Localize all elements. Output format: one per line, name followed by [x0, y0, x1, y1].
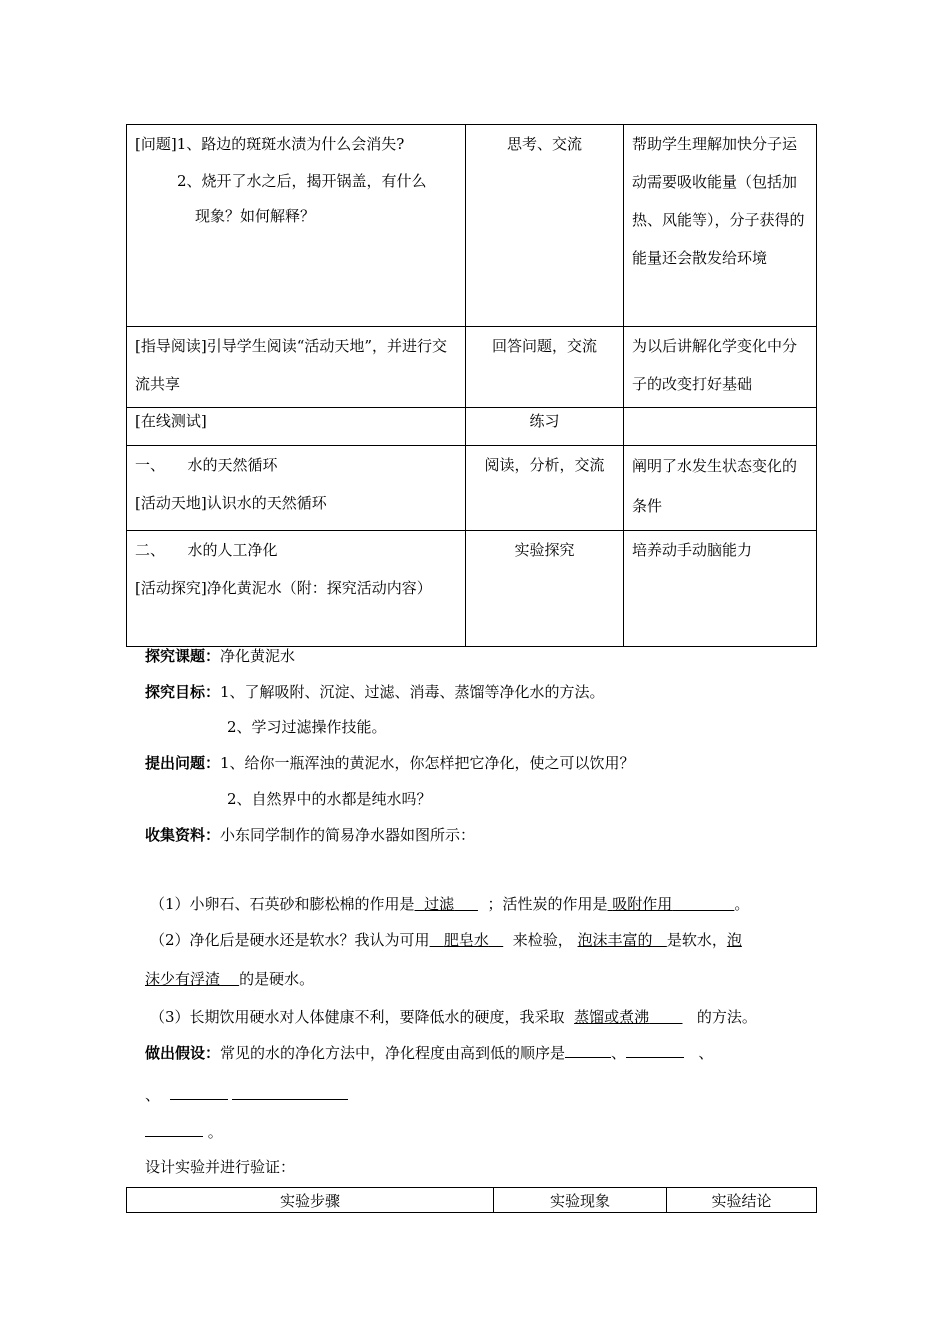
header-phenomena: 实验现象: [494, 1188, 667, 1213]
answer-distill-boil: 蒸馏或煮沸: [574, 1008, 650, 1026]
header-steps: 实验步骤: [127, 1188, 494, 1213]
inquiry-topic: [145, 646, 295, 666]
inquiry-goal: [145, 682, 605, 702]
blank-4[interactable]: [232, 1085, 348, 1100]
p2-text-a: （2）净化后是硬水还是软水？我认为可用: [150, 931, 430, 949]
answer-filter: 过滤: [424, 895, 455, 913]
question-1: 1、给你一瓶浑浊的黄泥水，你怎样把它净化，使之可以饮用？: [220, 754, 635, 772]
question-line-1: [问题]1、路边的斑斑水渍为什么会消失?: [135, 135, 405, 153]
separator: 、: [611, 1044, 627, 1062]
p3-text-b: 的方法。: [696, 1008, 757, 1026]
answer-rich-foam: 泡沫丰富的: [577, 931, 653, 949]
goal-label: 探究目标：: [145, 683, 221, 701]
table-header-row: [127, 1188, 817, 1213]
hypothesis-text: 常见的水的净化方法中，净化程度由高到低的顺序是: [220, 1044, 566, 1062]
p1-text-b: ；活性炭的作用是: [487, 895, 608, 913]
p2-text-b: 来检验，: [512, 931, 573, 949]
p1-end: 。: [734, 895, 750, 913]
table-cell: [127, 125, 466, 327]
hypothesis-label: 做出假设：: [145, 1044, 221, 1062]
table-cell: [在线测试]: [127, 408, 466, 446]
inquiry-collect: [145, 825, 475, 845]
separator: 、: [698, 1044, 714, 1062]
lesson-table: [126, 124, 817, 647]
purpose-cell: 阐明了水发生状态变化的条件: [624, 446, 817, 531]
section-two-title: 二、 水的人工净化: [135, 541, 278, 559]
blank-5[interactable]: [145, 1122, 203, 1137]
question-2: 2、自然界中的水都是纯水吗？: [227, 790, 432, 808]
question-label: 提出问题：: [145, 754, 221, 772]
goal-1: 1、了解吸附、沉淀、过滤、消毒、蒸馏等净化水的方法。: [220, 683, 605, 701]
blank-3[interactable]: [170, 1085, 228, 1100]
paragraph-1: [150, 894, 749, 914]
table-row: [127, 125, 817, 327]
goal-2: 2、学习过滤操作技能。: [227, 718, 387, 736]
experiment-table: [126, 1187, 817, 1213]
blank-1[interactable]: [565, 1043, 611, 1058]
inquiry-question: [145, 753, 635, 773]
table-row: [127, 327, 817, 408]
paragraph-2-cont: [145, 969, 314, 989]
hypothesis-cont: [145, 1085, 348, 1105]
hypothesis: [145, 1043, 713, 1063]
hypothesis-end: [145, 1122, 223, 1142]
section-one-activity: [活动天地]认识水的天然循环: [135, 494, 327, 512]
table-row: [127, 446, 817, 531]
collect-text: 小东同学制作的简易净水器如图所示：: [220, 826, 476, 844]
design-experiment: 设计实验并进行验证：: [145, 1158, 296, 1176]
section-one-title: 一、 水的天然循环: [135, 456, 278, 474]
section-two-activity: [活动探究]净化黄泥水（附：探究活动内容）: [135, 579, 432, 597]
table-cell: [127, 446, 466, 531]
blank-2[interactable]: [626, 1043, 684, 1058]
purpose-cell: 培养动手动脑能力: [624, 531, 817, 647]
topic-label: 探究课题：: [145, 647, 221, 665]
separator: 、: [145, 1086, 161, 1104]
activity-cell: 思考、交流: [466, 125, 624, 327]
answer-scum-start: 泡: [726, 931, 742, 949]
activity-cell: 练习: [466, 408, 624, 446]
collect-label: 收集资料：: [145, 826, 221, 844]
table-cell: [指导阅读]引导学生阅读“活动天地”，并进行交流共享: [127, 327, 466, 408]
answer-adsorption: 吸附作用: [612, 895, 673, 913]
table-row: [127, 408, 817, 446]
end-mark: 。: [207, 1123, 223, 1141]
p3-text-a: （3）长期饮用硬水对人体健康不利，要降低水的硬度，我采取: [150, 1008, 565, 1026]
question-line-2: 2、烧开了水之后，揭开锅盖，有什么: [177, 172, 427, 190]
activity-cell: 回答问题，交流: [466, 327, 624, 408]
paragraph-2: [150, 930, 742, 950]
table-row: [127, 531, 817, 647]
header-conclusion: 实验结论: [667, 1188, 817, 1213]
question-line-3: 现象？如何解释？: [195, 207, 316, 225]
paragraph-3: [150, 1007, 757, 1027]
table-cell: [127, 531, 466, 647]
activity-cell: 实验探究: [466, 531, 624, 647]
purpose-cell: 帮助学生理解加快分子运动需要吸收能量（包括加热、风能等），分子获得的能量还会散发给环境: [624, 125, 817, 327]
topic-text: 净化黄泥水: [220, 647, 296, 665]
answer-soap-water: 肥皂水: [443, 931, 489, 949]
p1-text-a: （1）小卵石、石英砂和膨松棉的作用是: [150, 895, 415, 913]
activity-cell: 阅读，分析，交流: [466, 446, 624, 531]
answer-scum: 沫少有浮渣: [145, 970, 221, 988]
p2-text-d: 的是硬水。: [239, 970, 315, 988]
purpose-cell: [624, 408, 817, 446]
purpose-cell: 为以后讲解化学变化中分子的改变打好基础: [624, 327, 817, 408]
p2-text-c: 是软水，: [666, 931, 727, 949]
